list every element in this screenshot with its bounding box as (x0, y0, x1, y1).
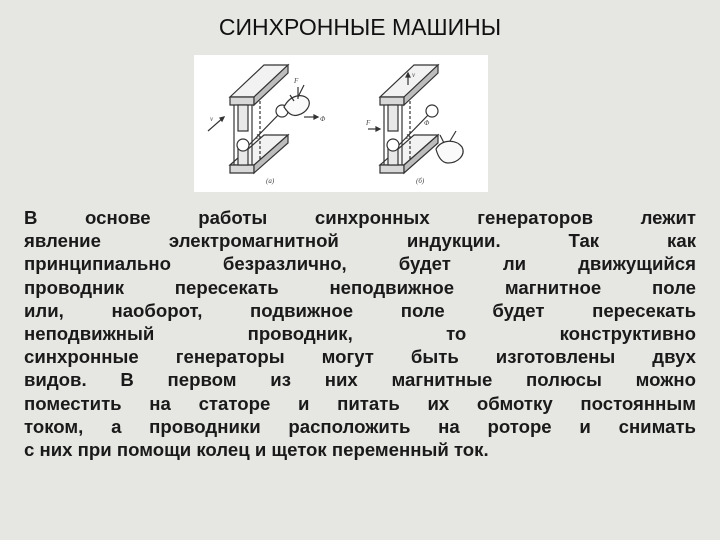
slide-title: СИНХРОННЫЕ МАШИНЫ (218, 14, 502, 40)
paragraph-line: или, наоборот, подвижное поле будет пересекать (24, 299, 696, 321)
label-a-f: F (294, 77, 299, 85)
paragraph-line: током, а проводники расположить на роторе и снимать (24, 415, 696, 437)
label-b-phi: Φ (424, 119, 430, 127)
label-b-b: B (406, 133, 411, 141)
paragraph-line: видов. В первом из них магнитные полюсы можно (24, 369, 696, 391)
induction-diagram (194, 55, 488, 192)
body-paragraph (24, 206, 696, 461)
label-a-v: v (210, 115, 214, 123)
label-a-phi: Φ (320, 115, 326, 123)
diagram-b (368, 65, 463, 173)
paragraph-line: синхронные генераторы могут быть изготовлены двух (24, 346, 696, 368)
paragraph-line: явление электромагнитной индукции. Так как (24, 230, 696, 252)
paragraph-line: поместить на статоре и питать их обмотку постоянным (24, 392, 696, 414)
paragraph-line: неподвижный проводник, то конструктивно (24, 322, 696, 344)
paragraph-line: принципиально безразлично, будет ли движущийся (24, 253, 696, 275)
induction-diagram-svg (194, 55, 488, 192)
diagram-a (208, 65, 318, 173)
label-a-b: B (256, 133, 261, 141)
paragraph-line: проводник пересекать неподвижное магнитное поле (24, 276, 696, 298)
paragraph-line: В основе работы синхронных генераторов лежит (24, 207, 696, 228)
label-b-f: F (366, 119, 371, 127)
caption-a: (a) (266, 177, 275, 185)
paragraph-line: с них при помощи колец и щеток переменный ток. (24, 438, 489, 460)
caption-b: (б) (416, 177, 425, 185)
label-b-v: v (412, 71, 416, 79)
